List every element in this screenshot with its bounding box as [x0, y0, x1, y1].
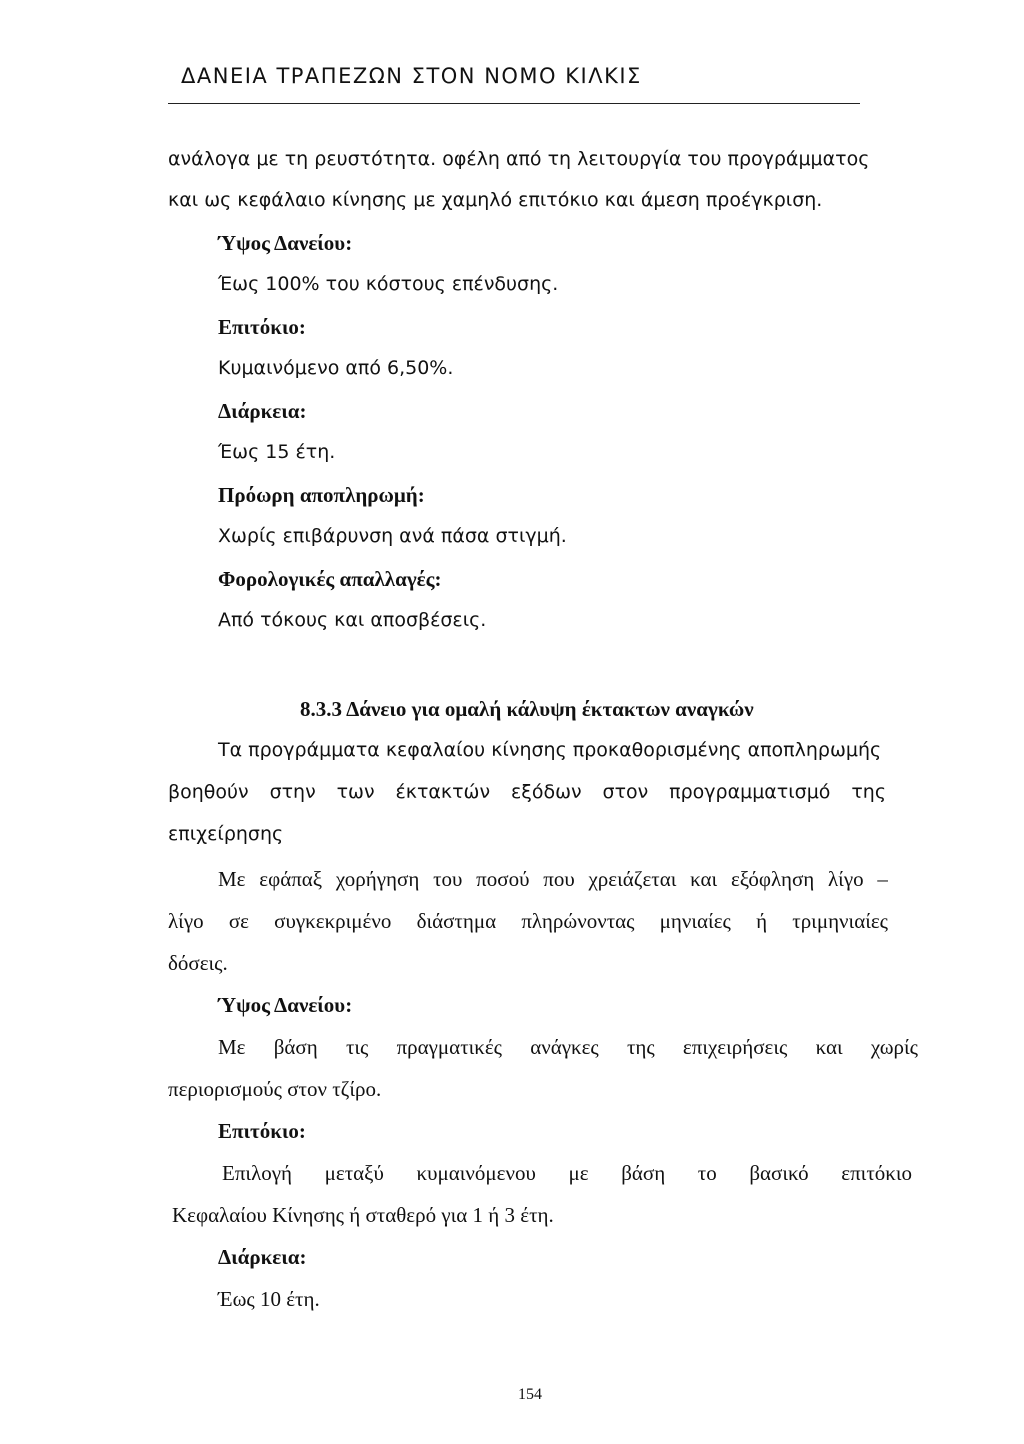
field-value-duration: Έως 15 έτη. — [218, 441, 336, 463]
word: ή — [756, 909, 768, 933]
word: βάση — [273, 1035, 318, 1059]
word: ανάγκες — [530, 1035, 599, 1059]
word: μηνιαίες — [659, 909, 731, 933]
word: με — [568, 1161, 589, 1185]
word: εφάπαξ — [259, 867, 323, 891]
header-rule — [168, 103, 860, 104]
word: εξόδων — [510, 781, 582, 803]
section-heading: 8.3.3 Δάνειο για ομαλή κάλυψη έκτακτων αναγκών — [300, 697, 754, 721]
field-value-duration: Έως 10 έτη. — [218, 1287, 320, 1311]
word: το — [697, 1161, 717, 1185]
text-line: Τα προγράμματα κεφαλαίου κίνησης προκαθορισμένης αποπληρωμής — [218, 739, 882, 761]
field-value-tax: Από τόκους και αποσβέσεις. — [218, 609, 487, 631]
word: Με — [218, 867, 246, 891]
word: χρειάζεται — [588, 867, 677, 891]
word: πραγματικές — [396, 1035, 502, 1059]
word: του — [433, 867, 463, 891]
field-label-prepayment: Πρόωρη αποπληρωμή: — [218, 483, 425, 507]
field-label-tax: Φορολογικές απαλλαγές: — [218, 567, 442, 591]
word: διάστημα — [416, 909, 497, 933]
word: κυμαινόμενου — [416, 1161, 536, 1185]
word: και — [815, 1035, 843, 1059]
word: τις — [345, 1035, 369, 1059]
word: ποσού — [476, 867, 530, 891]
justified-line — [218, 1035, 918, 1060]
justified-line — [168, 909, 888, 934]
word: Με — [218, 1035, 246, 1059]
word: των — [336, 781, 375, 803]
word: τριμηνιαίες — [792, 909, 888, 933]
word: βοηθούν — [168, 781, 249, 803]
field-label-duration: Διάρκεια: — [218, 1245, 307, 1269]
word: προγραμματισμό — [669, 781, 831, 803]
word: χωρίς — [870, 1035, 918, 1059]
field-label-height: Ύψος Δανείου: — [218, 993, 353, 1017]
word: στην — [269, 781, 316, 803]
field-label-rate: Επιτόκιο: — [218, 315, 306, 339]
word: σε — [228, 909, 249, 933]
word: πληρώνοντας — [521, 909, 635, 933]
running-header: ΔΑΝΕΙΑ ΤΡΑΠΕΖΩΝ ΣΤΟΝ ΝΟΜΟ ΚΙΛΚΙΣ — [181, 64, 642, 88]
word: επιτόκιο — [841, 1161, 912, 1185]
field-label-duration: Διάρκεια: — [218, 399, 307, 423]
justified-line — [218, 867, 888, 892]
word: λίγο — [828, 867, 864, 891]
field-value-rate: Κυμαινόμενο από 6,50%. — [218, 357, 454, 379]
word: που — [543, 867, 575, 891]
word: της — [851, 781, 886, 803]
word: βάση — [621, 1161, 666, 1185]
word: στον — [602, 781, 649, 803]
text-line: επιχείρησης — [168, 823, 284, 845]
justified-line — [168, 781, 886, 803]
word: – — [877, 867, 888, 891]
word: χορήγηση — [335, 867, 420, 891]
word: Επιλογή — [222, 1161, 293, 1185]
word: επιχειρήσεις — [682, 1035, 788, 1059]
text-line: δόσεις. — [168, 951, 228, 975]
word: βασικό — [749, 1161, 809, 1185]
justified-line — [222, 1161, 912, 1186]
field-value-height: Έως 100% του κόστους επένδυσης. — [218, 273, 559, 295]
text-line: και ως κεφάλαιο κίνησης με χαμηλό επιτόκιο και άμεση προέγκριση. — [168, 189, 823, 211]
field-value-prepayment: Χωρίς επιβάρυνση ανά πάσα στιγμή. — [218, 525, 567, 547]
text-line: περιορισμούς στον τζίρο. — [168, 1077, 382, 1101]
word: έκτακτών — [395, 781, 491, 803]
word: και — [690, 867, 718, 891]
word: της — [626, 1035, 655, 1059]
word: εξόφληση — [730, 867, 815, 891]
page-number: 154 — [518, 1386, 542, 1403]
text-line: Κεφαλαίου Κίνησης ή σταθερό για 1 ή 3 έτη. — [172, 1203, 554, 1227]
field-label-height: Ύψος Δανείου: — [218, 231, 353, 255]
word: λίγο — [168, 909, 204, 933]
word: συγκεκριμένο — [274, 909, 392, 933]
text-line: ανάλογα με τη ρευστότητα. οφέλη από τη λειτουργία του προγράμματος — [168, 148, 870, 170]
word: μεταξύ — [324, 1161, 384, 1185]
field-label-rate: Επιτόκιο: — [218, 1119, 306, 1143]
